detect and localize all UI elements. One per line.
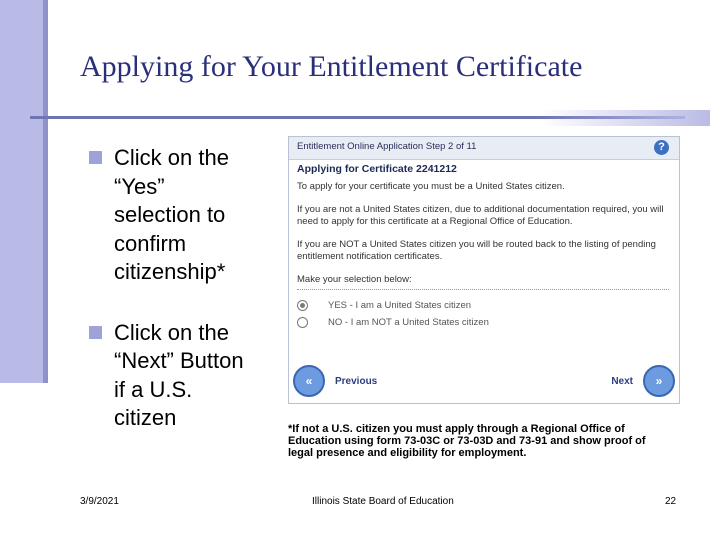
bullet-square-icon xyxy=(89,326,102,339)
navigation-buttons xyxy=(289,363,679,403)
footer-organization: Illinois State Board of Education xyxy=(312,496,454,507)
bullet-item xyxy=(89,319,279,433)
application-body xyxy=(289,160,679,337)
bullet-list xyxy=(89,144,279,433)
next-label: Next xyxy=(611,375,633,387)
previous-label: Previous xyxy=(335,375,378,387)
footer-date: 3/9/2021 xyxy=(80,496,119,507)
next-button[interactable] xyxy=(611,363,675,399)
citizenship-footnote: *If not a U.S. citizen you must apply through a Regional Office of Education using form 73-03C or 73-03D and 73-91 and show proof of legal presence and eligibility for employment. xyxy=(288,423,646,459)
bullet-text: Click on the “Yes” selection to confirm citizenship* xyxy=(114,145,229,284)
bullet-item xyxy=(89,144,279,287)
help-icon[interactable]: ? xyxy=(654,140,669,155)
radio-label: NO - I am NOT a United States citizen xyxy=(328,316,489,328)
arrow-left-icon: « xyxy=(293,365,325,397)
instruction-text: If you are not a United States citizen, due to additional documentation required, you will need to apply for this certificate at a Regional Office of Education. xyxy=(297,203,664,227)
choose-label: Make your selection below: xyxy=(297,273,412,285)
slide-title: Applying for Your Entitlement Certificate xyxy=(80,50,583,83)
application-heading: Applying for Certificate 2241212 xyxy=(297,163,457,175)
application-screenshot xyxy=(288,136,680,404)
bullet-square-icon xyxy=(89,151,102,164)
radio-button-selected[interactable] xyxy=(297,300,308,311)
previous-button[interactable] xyxy=(293,363,377,399)
arrow-right-icon: » xyxy=(643,365,675,397)
instruction-text: If you are NOT a United States citizen you will be routed back to the listing of pending entitlement notification certificates. xyxy=(297,238,656,262)
citizen-no-option[interactable] xyxy=(297,317,671,328)
bullet-text: Click on the “Next” Button if a U.S. citizen xyxy=(114,319,244,430)
left-accent-bar xyxy=(0,0,48,383)
dotted-divider xyxy=(297,289,669,292)
step-header xyxy=(289,137,679,160)
radio-label: YES - I am a United States citizen xyxy=(328,299,472,311)
instruction-text: To apply for your certificate you must be a United States citizen. xyxy=(297,181,565,192)
citizen-yes-option[interactable] xyxy=(297,300,671,311)
left-accent-edge xyxy=(43,0,48,383)
step-title: Entitlement Online Application Step 2 of 11 xyxy=(297,141,477,152)
page-number: 22 xyxy=(665,496,677,507)
radio-button[interactable] xyxy=(297,317,308,328)
title-rule-accent xyxy=(540,110,710,126)
